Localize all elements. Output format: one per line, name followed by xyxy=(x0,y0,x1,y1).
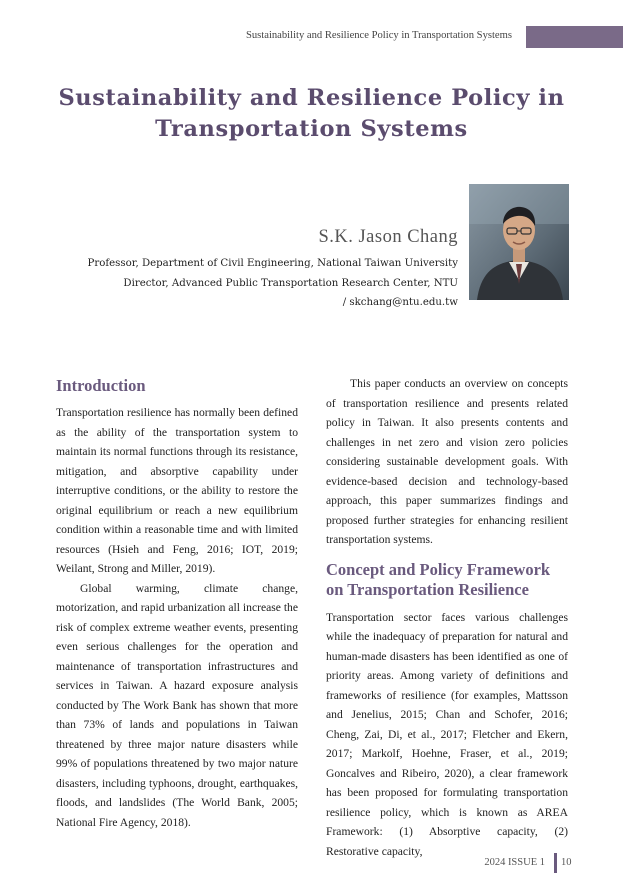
concept-heading-line-1: Concept and Policy Framework xyxy=(326,559,551,579)
page-number: 10 xyxy=(561,857,572,868)
article-title-line-1: Sustainability and Resilience Policy in xyxy=(58,85,565,111)
author-affiliation-1: Professor, Department of Civil Engineering, National Taiwan University xyxy=(87,258,458,269)
running-title: Sustainability and Resilience Policy in Transportation Systems xyxy=(245,30,512,41)
concept-heading-line-2: on Transportation Resilience xyxy=(326,579,529,599)
concept-paragraph-1: Transportation sector faces various challenges while the inadequacy of preparation for natural and human-made disasters has been identified as one of priority areas. Among variety of definitions and frameworks of resilience (for examples, Mattsson and Jenelius, 2015; Chan and Schofer, 2016; Cheng, Zai, Di, et al., 2017; Fletcher and Ekern, 2017; Markolf, Hoehne, Fraser, et al., 2019; Goncalves and Ribeiro, 2020), a clear framework has been proposed for formulating transportation resilience policy, which is known as AREA Framework: (1) Absorptive capacity, (2) Restorative capacity, xyxy=(326,610,568,858)
issue-label: 2024 ISSUE 1 xyxy=(484,857,545,868)
introduction-heading: Introduction xyxy=(56,376,146,395)
author-block xyxy=(30,226,458,313)
author-email: / skchang@ntu.edu.tw xyxy=(342,297,458,309)
left-column xyxy=(56,374,298,832)
author-affiliation-2: Director, Advanced Public Transportation Research Center, NTU xyxy=(123,277,458,289)
author-portrait-image xyxy=(469,184,569,300)
page-footer xyxy=(465,851,605,873)
article-title xyxy=(30,83,593,145)
concept-heading xyxy=(326,560,568,600)
author-photo xyxy=(469,184,569,300)
footer-accent-bar xyxy=(554,853,557,873)
article-title-line-2: Transportation Systems xyxy=(155,116,468,142)
intro-paragraph-2: Global warming, climate change, motorization, and rapid urbanization all increase the risk of complex extreme weather events, presenting even serious challenges for the operation and maintenance of transportation infrastructures and services in Taiwan. A hazard exposure analysis conducted by The Work Bank has shown that more than 73% of lands and populations in Taiwan threatened by three major nature disasters while 99% of populations threatened by two major nature disasters, including typhoons, drought, earthquakes, floods, and landslides (The World Bank, 2005; National Fire Agency, 2018). xyxy=(56,581,298,829)
author-name: S.K. Jason Chang xyxy=(318,227,458,247)
right-column xyxy=(326,374,568,861)
intro-paragraph-1: Transportation resilience has normally been defined as the ability of the transportation system to maintain its normal functions through its resistance, mitigation, and absorptive capability under interruptive conditions, or the ability to restore the original equilibrium or reach a new equilibrium condition within a reasonable time and with limited resources (Hsieh and Feng, 2016; IOT, 2019; Weilant, Strong and Miller, 2019). xyxy=(56,406,298,575)
intro-paragraph-3: This paper conducts an overview on concepts of transportation resilience and presents related policy in Taiwan. It also presents contents and challenges in net zero and vision zero policies considering sustainable development goals. With evidence-based decision and technology-based approach, this paper summarizes findings and proposed further strategies for enhancing resilient transportation systems. xyxy=(326,377,568,546)
running-header xyxy=(0,24,623,48)
header-accent-bar xyxy=(526,26,623,48)
